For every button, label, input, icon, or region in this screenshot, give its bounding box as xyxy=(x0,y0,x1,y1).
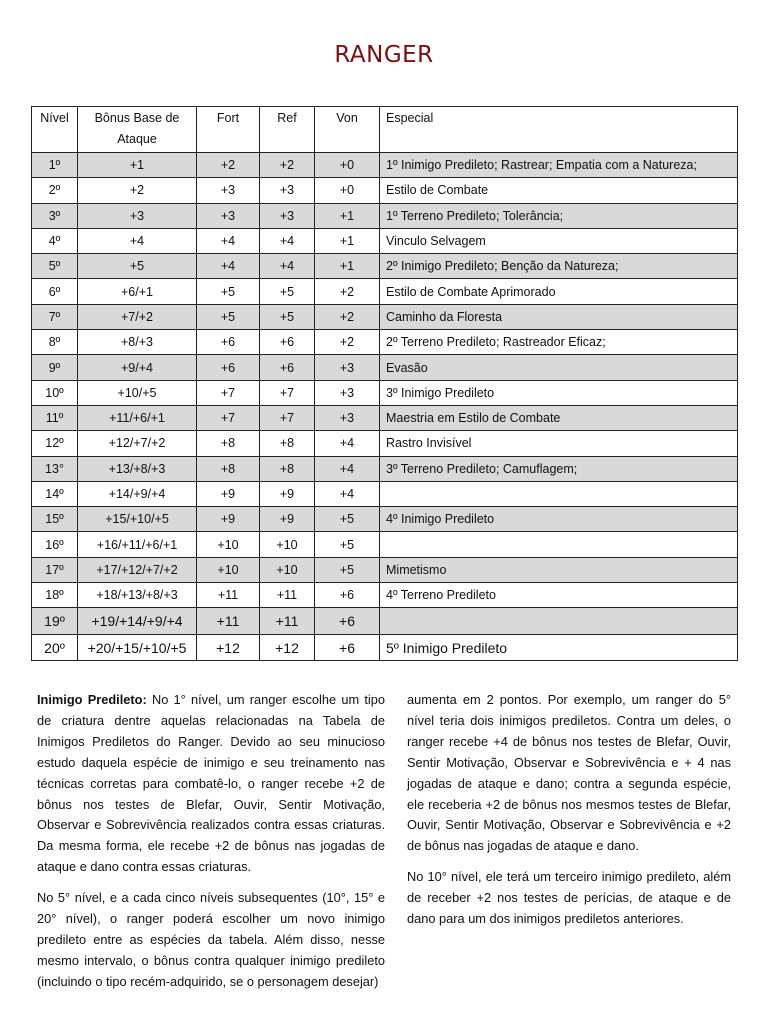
cell-fort: +6 xyxy=(197,355,260,380)
cell-nivel: 2º xyxy=(32,178,78,203)
cell-fort: +5 xyxy=(197,304,260,329)
header-nivel: Nível xyxy=(32,107,78,153)
cell-especial: Rastro Invisível xyxy=(380,431,738,456)
cell-nivel: 8º xyxy=(32,330,78,355)
cell-ref: +5 xyxy=(260,279,315,304)
cell-nivel: 14º xyxy=(32,481,78,506)
cell-bba: +3 xyxy=(78,203,197,228)
table-row xyxy=(32,608,738,635)
cell-nivel: 4º xyxy=(32,228,78,253)
cell-especial: Evasão xyxy=(380,355,738,380)
cell-bba: +19/+14/+9/+4 xyxy=(78,608,197,635)
cell-von: +5 xyxy=(315,557,380,582)
paragraph-10th-level: No 10° nível, ele terá um terceiro inimigo predileto, além de receber +2 nos testes de perícias, de ataque e de dano para um dos inimigos prediletos anteriores. xyxy=(407,869,731,927)
cell-ref: +12 xyxy=(260,634,315,661)
cell-ref: +2 xyxy=(260,153,315,178)
paragraph-5th-level: No 5° nível, e a cada cinco níveis subsequentes (10°, 15° e 20° nível), o ranger poderá escolher um novo inimigo predileto entre as espécies da tabela. Além disso, nesse mesmo intervalo, o bônus contra qualquer inimigo predileto (incluindo o tipo recém-adquirido, se o personagem desejar) xyxy=(37,890,385,989)
table-row xyxy=(32,254,738,279)
cell-especial: Mimetismo xyxy=(380,557,738,582)
table-row xyxy=(32,557,738,582)
table-row xyxy=(32,583,738,608)
cell-especial: 3º Terreno Predileto; Camuflagem; xyxy=(380,456,738,481)
header-especial: Especial xyxy=(380,107,738,153)
cell-fort: +7 xyxy=(197,380,260,405)
cell-nivel: 7º xyxy=(32,304,78,329)
table-row xyxy=(32,330,738,355)
cell-von: +4 xyxy=(315,456,380,481)
cell-nivel: 5º xyxy=(32,254,78,279)
cell-especial: 5º Inimigo Predileto xyxy=(380,634,738,661)
cell-bba: +14/+9/+4 xyxy=(78,481,197,506)
cell-bba: +10/+5 xyxy=(78,380,197,405)
cell-nivel: 12º xyxy=(32,431,78,456)
cell-ref: +11 xyxy=(260,608,315,635)
cell-bba: +1 xyxy=(78,153,197,178)
cell-fort: +11 xyxy=(197,608,260,635)
header-ref: Ref xyxy=(260,107,315,153)
cell-especial: Vinculo Selvagem xyxy=(380,228,738,253)
text-column-right xyxy=(407,690,731,940)
cell-fort: +7 xyxy=(197,405,260,430)
table-row xyxy=(32,532,738,557)
table-row xyxy=(32,304,738,329)
cell-von: +2 xyxy=(315,304,380,329)
cell-bba: +9/+4 xyxy=(78,355,197,380)
table-row xyxy=(32,153,738,178)
cell-bba: +11/+6/+1 xyxy=(78,405,197,430)
cell-especial: Estilo de Combate xyxy=(380,178,738,203)
table-row xyxy=(32,405,738,430)
cell-ref: +10 xyxy=(260,532,315,557)
table-row xyxy=(32,279,738,304)
cell-von: +3 xyxy=(315,380,380,405)
table-row xyxy=(32,203,738,228)
cell-bba: +18/+13/+8/+3 xyxy=(78,583,197,608)
cell-nivel: 10º xyxy=(32,380,78,405)
cell-ref: +9 xyxy=(260,507,315,532)
page-title: RANGER xyxy=(334,42,434,68)
cell-especial: 2º Terreno Predileto; Rastreador Eficaz; xyxy=(380,330,738,355)
table-row xyxy=(32,431,738,456)
cell-nivel: 19º xyxy=(32,608,78,635)
paragraph-example: aumenta em 2 pontos. Por exemplo, um ranger do 5° nível teria dois inimigos prediletos. Contra um deles, o ranger recebe +4 de bônus nos testes de Blefar, Ouvir, Sentir Motivação, Observar e Sobrevivência e + 4 nas jogadas de ataque e dano; contra a segunda espécie, ele receberia +2 de bônus nos mesmos testes de Blefar, Ouvir, Sentir Motivação, Observar e Sobrevivência e +2 de bônus nas jogadas de ataque e dano. xyxy=(407,692,731,854)
cell-von: +0 xyxy=(315,153,380,178)
cell-fort: +9 xyxy=(197,507,260,532)
cell-especial: 1º Terreno Predileto; Tolerância; xyxy=(380,203,738,228)
table-row xyxy=(32,634,738,661)
cell-von: +6 xyxy=(315,634,380,661)
header-fort: Fort xyxy=(197,107,260,153)
cell-bba: +17/+12/+7/+2 xyxy=(78,557,197,582)
cell-nivel: 18º xyxy=(32,583,78,608)
table-row xyxy=(32,355,738,380)
cell-fort: +3 xyxy=(197,178,260,203)
cell-fort: +8 xyxy=(197,456,260,481)
cell-especial: 4º Inimigo Predileto xyxy=(380,507,738,532)
paragraph-inimigo-predileto xyxy=(37,690,385,878)
cell-von: +1 xyxy=(315,254,380,279)
cell-fort: +5 xyxy=(197,279,260,304)
cell-von: +3 xyxy=(315,355,380,380)
table-header-row xyxy=(32,107,738,153)
cell-von: +1 xyxy=(315,228,380,253)
cell-especial: Maestria em Estilo de Combate xyxy=(380,405,738,430)
table-row xyxy=(32,456,738,481)
cell-ref: +10 xyxy=(260,557,315,582)
cell-von: +6 xyxy=(315,583,380,608)
cell-especial: 3º Inimigo Predileto xyxy=(380,380,738,405)
cell-nivel: 9º xyxy=(32,355,78,380)
cell-ref: +7 xyxy=(260,380,315,405)
cell-bba: +5 xyxy=(78,254,197,279)
cell-ref: +4 xyxy=(260,254,315,279)
cell-von: +5 xyxy=(315,532,380,557)
text-column-left xyxy=(37,690,385,1003)
cell-fort: +8 xyxy=(197,431,260,456)
cell-von: +1 xyxy=(315,203,380,228)
cell-especial xyxy=(380,481,738,506)
cell-ref: +8 xyxy=(260,456,315,481)
cell-bba: +2 xyxy=(78,178,197,203)
cell-bba: +20/+15/+10/+5 xyxy=(78,634,197,661)
cell-fort: +10 xyxy=(197,557,260,582)
cell-bba: +13/+8/+3 xyxy=(78,456,197,481)
cell-nivel: 3º xyxy=(32,203,78,228)
cell-nivel: 11º xyxy=(32,405,78,430)
table-row xyxy=(32,380,738,405)
cell-fort: +4 xyxy=(197,228,260,253)
cell-ref: +6 xyxy=(260,330,315,355)
cell-bba: +15/+10/+5 xyxy=(78,507,197,532)
cell-nivel: 1º xyxy=(32,153,78,178)
table-row xyxy=(32,178,738,203)
cell-ref: +6 xyxy=(260,355,315,380)
cell-nivel: 15º xyxy=(32,507,78,532)
cell-ref: +7 xyxy=(260,405,315,430)
cell-fort: +9 xyxy=(197,481,260,506)
header-bonus-base-ataque: Bônus Base de Ataque xyxy=(78,107,197,153)
cell-nivel: 16º xyxy=(32,532,78,557)
cell-especial: Caminho da Floresta xyxy=(380,304,738,329)
cell-ref: +3 xyxy=(260,203,315,228)
cell-von: +6 xyxy=(315,608,380,635)
cell-especial xyxy=(380,532,738,557)
table-row xyxy=(32,507,738,532)
cell-fort: +11 xyxy=(197,583,260,608)
cell-von: +4 xyxy=(315,481,380,506)
cell-von: +2 xyxy=(315,279,380,304)
paragraph-body: No 1° nível, um ranger escolhe um tipo de criatura dentre aquelas relacionadas na Tabela de Inimigos Prediletos do Ranger. Devido ao seu minucioso estudo daquela espécie de inimigo e seu treinamento nas técnicas corretas para combatê-lo, o ranger recebe +2 de bônus nos testes de Blefar, Ouvir, Sentir Motivação, Observar e Sobrevivência realizados contra essas criaturas. Da mesma forma, ele recebe +2 de bônus nas jogadas de ataque e dano contra essas criaturas. xyxy=(37,692,385,875)
cell-von: +3 xyxy=(315,405,380,430)
cell-fort: +12 xyxy=(197,634,260,661)
table-row xyxy=(32,481,738,506)
table-row xyxy=(32,228,738,253)
cell-ref: +9 xyxy=(260,481,315,506)
cell-bba: +12/+7/+2 xyxy=(78,431,197,456)
cell-ref: +4 xyxy=(260,228,315,253)
cell-ref: +8 xyxy=(260,431,315,456)
paragraph-heading: Inimigo Predileto: xyxy=(37,692,147,707)
cell-bba: +7/+2 xyxy=(78,304,197,329)
cell-ref: +3 xyxy=(260,178,315,203)
cell-especial: 2º Inimigo Predileto; Benção da Natureza; xyxy=(380,254,738,279)
cell-fort: +3 xyxy=(197,203,260,228)
cell-fort: +10 xyxy=(197,532,260,557)
cell-bba: +4 xyxy=(78,228,197,253)
cell-nivel: 6º xyxy=(32,279,78,304)
header-von: Von xyxy=(315,107,380,153)
cell-especial: Estilo de Combate Aprimorado xyxy=(380,279,738,304)
cell-fort: +6 xyxy=(197,330,260,355)
cell-especial: 1º Inimigo Predileto; Rastrear; Empatia com a Natureza; xyxy=(380,153,738,178)
cell-ref: +5 xyxy=(260,304,315,329)
cell-especial: 4º Terreno Predileto xyxy=(380,583,738,608)
cell-von: +2 xyxy=(315,330,380,355)
cell-nivel: 20º xyxy=(32,634,78,661)
cell-bba: +16/+11/+6/+1 xyxy=(78,532,197,557)
cell-fort: +2 xyxy=(197,153,260,178)
cell-bba: +6/+1 xyxy=(78,279,197,304)
cell-von: +5 xyxy=(315,507,380,532)
cell-fort: +4 xyxy=(197,254,260,279)
cell-nivel: 13° xyxy=(32,456,78,481)
cell-especial xyxy=(380,608,738,635)
cell-von: +4 xyxy=(315,431,380,456)
cell-bba: +8/+3 xyxy=(78,330,197,355)
ranger-progression-table xyxy=(31,106,738,661)
cell-nivel: 17º xyxy=(32,557,78,582)
cell-von: +0 xyxy=(315,178,380,203)
cell-ref: +11 xyxy=(260,583,315,608)
